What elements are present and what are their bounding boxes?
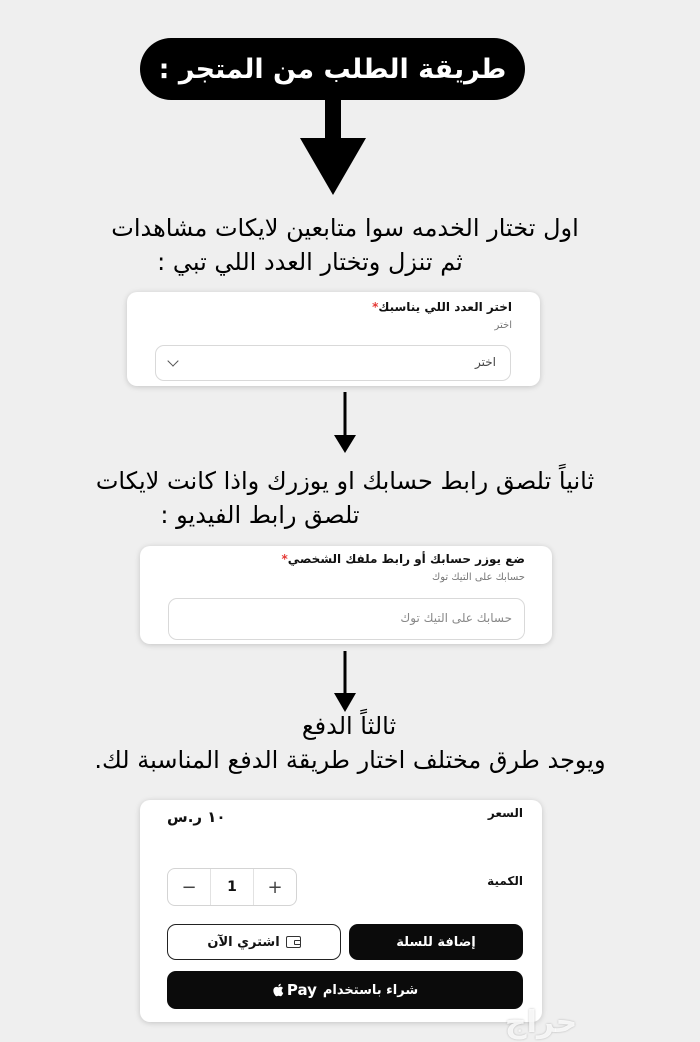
price-value: ١٠ ر.س bbox=[167, 808, 226, 826]
step2-instruction bbox=[40, 464, 650, 532]
account-input-card bbox=[140, 546, 552, 644]
account-input-label: ضع يوزر حسابك أو رابط ملفك الشخصي* bbox=[281, 552, 525, 566]
purchase-card bbox=[140, 800, 542, 1022]
quantity-value: 1 bbox=[210, 869, 254, 905]
quantity-select[interactable] bbox=[155, 345, 511, 381]
apple-pay-label: شراء باستخدام bbox=[322, 982, 419, 998]
account-input[interactable] bbox=[168, 598, 525, 640]
page-title bbox=[140, 38, 525, 100]
quantity-select-value: اختر bbox=[475, 355, 496, 369]
account-input-sublabel: حسابك على التيك توك bbox=[432, 572, 525, 583]
quantity-stepper[interactable] bbox=[167, 868, 297, 906]
step1-instruction bbox=[40, 211, 650, 279]
add-to-cart-button[interactable] bbox=[349, 924, 523, 960]
step3-line1: ثالثاً الدفع bbox=[301, 712, 397, 740]
step2-line2: تلصق رابط الفيديو : bbox=[160, 501, 360, 529]
step1-line2: ثم تنزل وتختار العدد اللي تبي : bbox=[157, 248, 463, 276]
chevron-down-icon bbox=[167, 355, 178, 366]
price-label: السعر bbox=[487, 806, 523, 820]
required-mark: * bbox=[372, 300, 379, 314]
apple-icon bbox=[272, 983, 284, 997]
apple-pay-brand: Pay bbox=[286, 981, 317, 999]
add-to-cart-label: إضافة للسلة bbox=[396, 934, 476, 950]
quantity-select-card bbox=[127, 292, 540, 386]
step3-line2: ويوجد طرق مختلف اختار طريقة الدفع المناسبة لك. bbox=[94, 746, 606, 774]
down-arrow-icon bbox=[300, 100, 366, 195]
buy-now-button[interactable] bbox=[167, 924, 341, 960]
watermark-logo: حراج bbox=[505, 1005, 578, 1040]
page-title-text: طريقة الطلب من المتجر : bbox=[158, 53, 507, 85]
account-input-placeholder: حسابك على التيك توك bbox=[400, 611, 512, 625]
wallet-icon bbox=[286, 936, 301, 948]
increase-button[interactable]: + bbox=[267, 876, 283, 898]
down-arrow-icon bbox=[333, 651, 357, 713]
required-mark: * bbox=[281, 552, 288, 566]
quantity-label: الكمية bbox=[487, 874, 523, 888]
step2-line1: ثانياً تلصق رابط حسابك او يوزرك واذا كانت لايكات bbox=[95, 467, 595, 495]
decrease-button[interactable]: − bbox=[181, 876, 197, 898]
quantity-select-sublabel: اختر bbox=[494, 320, 512, 331]
step3-instruction bbox=[30, 709, 670, 777]
apple-pay-button[interactable] bbox=[167, 971, 523, 1009]
buy-now-label: اشتري الآن bbox=[207, 934, 280, 950]
step1-line1: اول تختار الخدمه سوا متابعين لايكات مشاهدات bbox=[111, 214, 579, 242]
quantity-select-label: اختر العدد اللي يناسبك* bbox=[372, 300, 512, 314]
down-arrow-icon bbox=[333, 392, 357, 454]
